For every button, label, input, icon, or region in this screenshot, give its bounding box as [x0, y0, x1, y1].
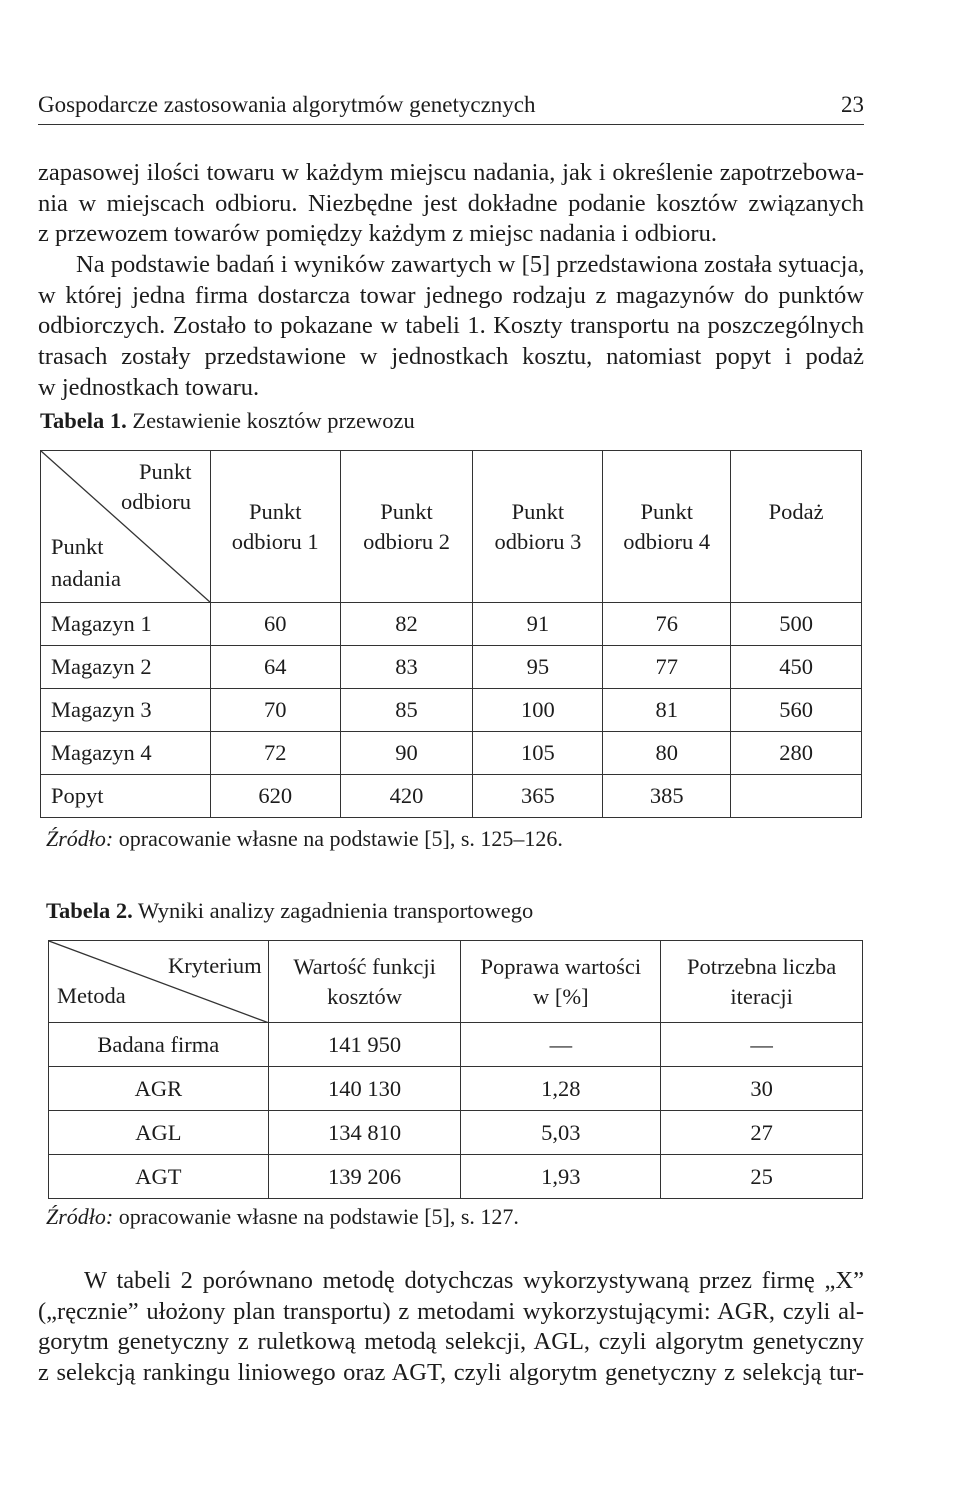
- corner-top-label: Kryterium: [167, 953, 262, 978]
- table-cell: 95: [473, 646, 603, 689]
- table-cell: 100: [473, 689, 603, 732]
- row-label: Popyt: [41, 775, 211, 818]
- table-cell: 72: [210, 732, 340, 775]
- corner-top-line: Punkt: [139, 459, 192, 484]
- table-cell: 91: [473, 603, 603, 646]
- results-table-header-row: [49, 941, 863, 1023]
- table-cell: 365: [473, 775, 603, 818]
- row-label: AGL: [49, 1111, 269, 1155]
- paragraph-3: [38, 1266, 864, 1389]
- table-row: [41, 775, 862, 818]
- table-cell: 64: [210, 646, 340, 689]
- page-number: 23: [841, 92, 864, 117]
- table-cell: 82: [340, 603, 473, 646]
- column-header: Wartość funkcji kosztów: [268, 941, 461, 1023]
- table-row: [41, 689, 862, 732]
- table-cell: 76: [603, 603, 731, 646]
- table-row: [41, 603, 862, 646]
- column-header: Poprawa wartości w [%]: [461, 941, 661, 1023]
- table-cell: 620: [210, 775, 340, 818]
- cost-table: [40, 450, 862, 818]
- column-header: Punkt odbioru 1: [210, 451, 340, 603]
- table2-source: [46, 1204, 519, 1230]
- table-row: [41, 646, 862, 689]
- paragraph-line: Na podstawie badań i wyników zawartych w [5] przedstawiona została sytuacja,: [76, 251, 865, 278]
- row-label: Magazyn 2: [41, 646, 211, 689]
- paragraph-line: nia w miejscach odbioru. Niezbędne jest dokładne podanie kosztów związanych: [38, 189, 864, 217]
- table-cell: [731, 775, 862, 818]
- source-label: Źródło:: [46, 826, 114, 851]
- cost-table-corner-cell: [41, 451, 211, 603]
- table-cell: —: [461, 1023, 661, 1067]
- column-header: Podaż: [731, 451, 862, 603]
- table-cell: 500: [731, 603, 862, 646]
- table-cell: 83: [340, 646, 473, 689]
- table-cell: 80: [603, 732, 731, 775]
- table-cell: 105: [473, 732, 603, 775]
- results-table: [48, 940, 863, 1199]
- paragraph-2: [38, 250, 864, 404]
- paragraph-line: w której jedna firma dostarcza towar jednego rodzaju z magazynów do punktów: [38, 281, 864, 309]
- paragraph-line: („ręcznie” ułożony plan transportu) z metodami wykorzystującymi: AGR, czyli al-: [38, 1297, 864, 1325]
- cost-table-header-row: [41, 451, 862, 603]
- table-cell: 141 950: [268, 1023, 461, 1067]
- table-cell: 90: [340, 732, 473, 775]
- table1-caption-text: Zestawienie kosztów przewozu: [126, 408, 415, 433]
- table-row: [49, 1111, 863, 1155]
- table2-caption-text: Wyniki analizy zagadnienia transportowego: [132, 898, 534, 923]
- source-text: opracowanie własne na podstawie [5], s. 125–126.: [113, 826, 563, 851]
- source-text: opracowanie własne na podstawie [5], s. 127.: [113, 1204, 519, 1229]
- corner-bottom-label: [51, 531, 121, 595]
- table1-caption-label: Tabela 1.: [40, 408, 127, 433]
- table2-caption-label: Tabela 2.: [46, 898, 133, 923]
- table-cell: 560: [731, 689, 862, 732]
- table-cell: 280: [731, 732, 862, 775]
- paragraph-line: w jednostkach towaru.: [38, 373, 260, 401]
- table-row: [49, 1023, 863, 1067]
- corner-top-label: [121, 457, 192, 517]
- row-label: Magazyn 3: [41, 689, 211, 732]
- table-cell: 385: [603, 775, 731, 818]
- table-cell: —: [661, 1023, 863, 1067]
- corner-bottom-line: Punkt: [51, 534, 104, 559]
- paragraph-1: [38, 158, 864, 250]
- table-cell: 1,28: [461, 1067, 661, 1111]
- paragraph-line: odbiorczych. Zostało to pokazane w tabeli 1. Koszty transportu na poszczególnych: [38, 312, 864, 340]
- column-header: Punkt odbioru 3: [473, 451, 603, 603]
- corner-bottom-line: nadania: [51, 566, 121, 591]
- table-cell: 60: [210, 603, 340, 646]
- running-header: [38, 92, 864, 118]
- table-cell: 139 206: [268, 1155, 461, 1199]
- table-row: [49, 1067, 863, 1111]
- table-row: [41, 732, 862, 775]
- column-header: Potrzebna liczba iteracji: [661, 941, 863, 1023]
- paragraph-line: z przewozem towarów pomiędzy każdym z miejsc nadania i odbioru.: [38, 220, 717, 248]
- row-label: Badana firma: [49, 1023, 269, 1067]
- table-cell: 30: [661, 1067, 863, 1111]
- table-cell: 140 130: [268, 1067, 461, 1111]
- source-label: Źródło:: [46, 1204, 114, 1229]
- paragraph-line: z selekcją rankingu liniowego oraz AGT, czyli algorytm genetyczny z selekcją tur-: [38, 1359, 864, 1387]
- paragraph-line: W tabeli 2 porównano metodę dotychczas wykorzystywaną przez firmę „X”: [84, 1267, 864, 1294]
- column-header: Punkt odbioru 2: [340, 451, 473, 603]
- paragraph-line: trasach zostały przedstawione w jednostkach kosztu, natomiast popyt i podaż: [38, 343, 864, 371]
- table-cell: 5,03: [461, 1111, 661, 1155]
- table-cell: 450: [731, 646, 862, 689]
- column-header: Punkt odbioru 4: [603, 451, 731, 603]
- table-row: [49, 1155, 863, 1199]
- row-label: Magazyn 4: [41, 732, 211, 775]
- paragraph-line: gorytm genetyczny z ruletkową metodą selekcji, AGL, czyli algorytm genetyczny: [38, 1328, 864, 1356]
- corner-bottom-label: Metoda: [57, 983, 126, 1008]
- header-rule: [38, 124, 864, 125]
- row-label: AGT: [49, 1155, 269, 1199]
- table1-source: [46, 826, 563, 852]
- table-cell: 77: [603, 646, 731, 689]
- row-label: Magazyn 1: [41, 603, 211, 646]
- table1-caption: [40, 408, 415, 434]
- corner-top-line: odbioru: [121, 489, 191, 514]
- paragraph-line: zapasowej ilości towaru w każdym miejscu nadania, jak i określenie zapotrzebowa-: [38, 159, 864, 186]
- table2-caption: [46, 898, 533, 924]
- table-cell: 81: [603, 689, 731, 732]
- table-cell: 25: [661, 1155, 863, 1199]
- row-label: AGR: [49, 1067, 269, 1111]
- table-cell: 85: [340, 689, 473, 732]
- table-cell: 27: [661, 1111, 863, 1155]
- table-cell: 134 810: [268, 1111, 461, 1155]
- table-cell: 1,93: [461, 1155, 661, 1199]
- table-cell: 70: [210, 689, 340, 732]
- running-header-title: Gospodarcze zastosowania algorytmów genetycznych: [38, 92, 536, 117]
- results-table-corner-cell: [49, 941, 269, 1023]
- table-cell: 420: [340, 775, 473, 818]
